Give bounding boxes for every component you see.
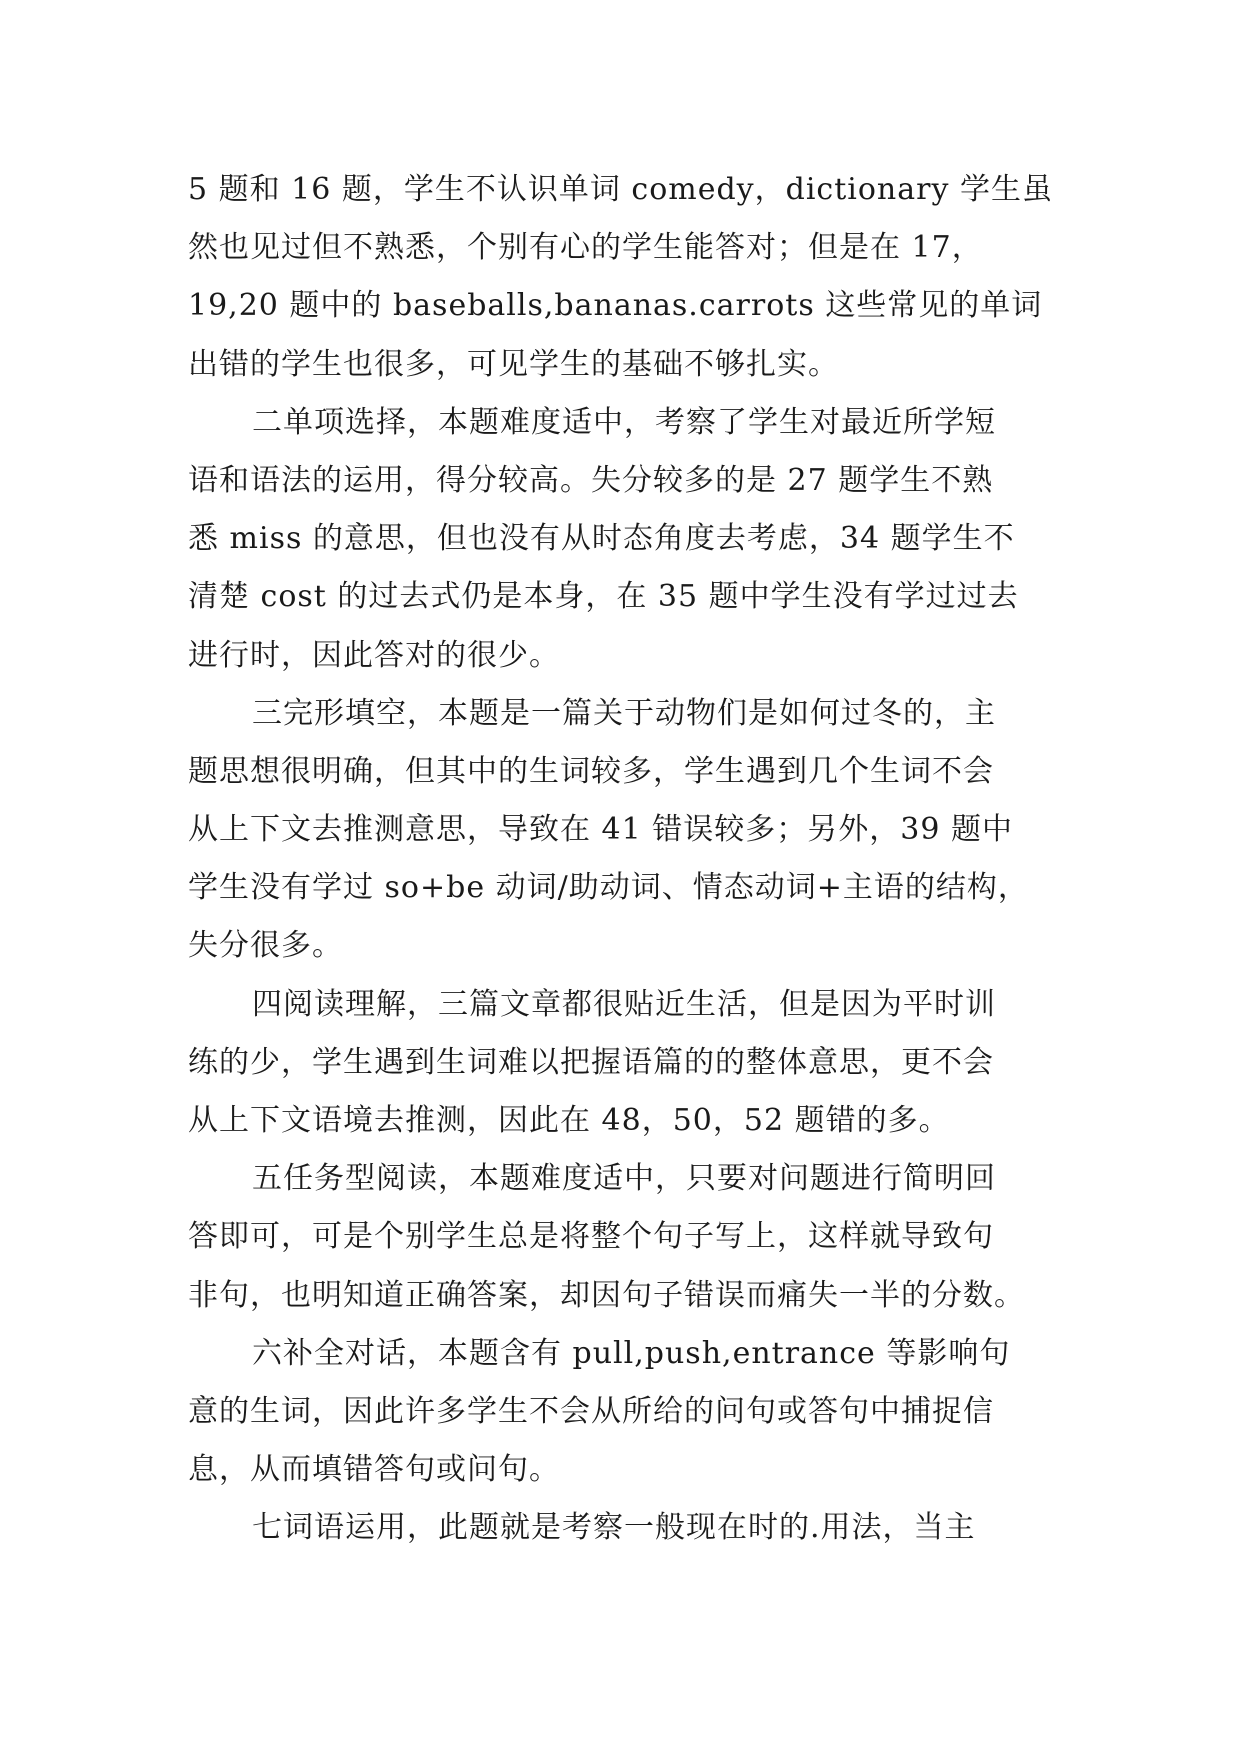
paragraph-word-usage [188,1499,1068,1557]
paragraph-reading-comprehension [188,976,1068,1151]
paragraph-dialogue-completion [188,1325,1068,1500]
text-line: 19,20 题中的 baseballs,bananas.carrots 这些常见的单词 [188,288,1043,324]
paragraph-multiple-choice [188,394,1068,685]
text-line: 练的少，学生遇到生词难以把握语篇的的整体意思，更不会 [188,1044,994,1080]
text-line: 悉 miss 的意思，但也没有从时态角度去考虑，34 题学生不 [188,521,1015,557]
text-line: 然也见过但不熟悉，个别有心的学生能答对；但是在 17， [188,230,983,266]
text-line: 意的生词，因此许多学生不会从所给的问句或答句中捕捉信 [188,1393,994,1429]
text-line: 七词语运用，此题就是考察一般现在时的.用法，当主 [252,1510,976,1546]
text-line: 四阅读理解，三篇文章都很贴近生活，但是因为平时训 [252,986,996,1022]
paragraph-spelling-review [188,161,1068,394]
text-line: 进行时，因此答对的很少。 [188,637,560,673]
text-line: 二单项选择，本题难度适中，考察了学生对最近所学短 [252,404,996,440]
text-line: 从上下文去推测意思，导致在 41 错误较多；另外，39 题中 [188,812,1013,848]
text-line: 五任务型阅读，本题难度适中，只要对问题进行简明回 [252,1161,996,1197]
text-line: 息，从而填错答句或问句。 [188,1452,560,1488]
text-line: 学生没有学过 so+be 动词/助动词、情态动词+主语的结构， [188,870,1029,906]
text-line: 题思想很明确，但其中的生词较多，学生遇到几个生词不会 [188,753,994,789]
text-line: 失分很多。 [188,928,343,964]
text-line: 从上下文语境去推测，因此在 48，50，52 题错的多。 [188,1103,950,1138]
text-line: 三完形填空，本题是一篇关于动物们是如何过冬的，主 [252,695,996,731]
text-line: 5 题和 16 题，学生不认识单词 comedy，dictionary 学生虽 [188,172,1053,207]
text-line: 清楚 cost 的过去式仍是本身，在 35 题中学生没有学过过去 [188,579,1019,615]
text-line: 非句，也明知道正确答案，却因句子错误而痛失一半的分数。 [188,1277,1025,1313]
text-line: 出错的学生也很多，可见学生的基础不够扎实。 [188,346,839,382]
paragraph-task-reading [188,1150,1068,1325]
document-body [188,161,1068,1558]
text-line: 语和语法的运用，得分较高。失分较多的是 27 题学生不熟 [188,462,994,498]
text-line: 答即可，可是个别学生总是将整个句子写上，这样就导致句 [188,1219,994,1255]
text-line: 六补全对话，本题含有 pull,push,entrance 等影响句 [252,1335,1011,1371]
paragraph-cloze [188,685,1068,976]
